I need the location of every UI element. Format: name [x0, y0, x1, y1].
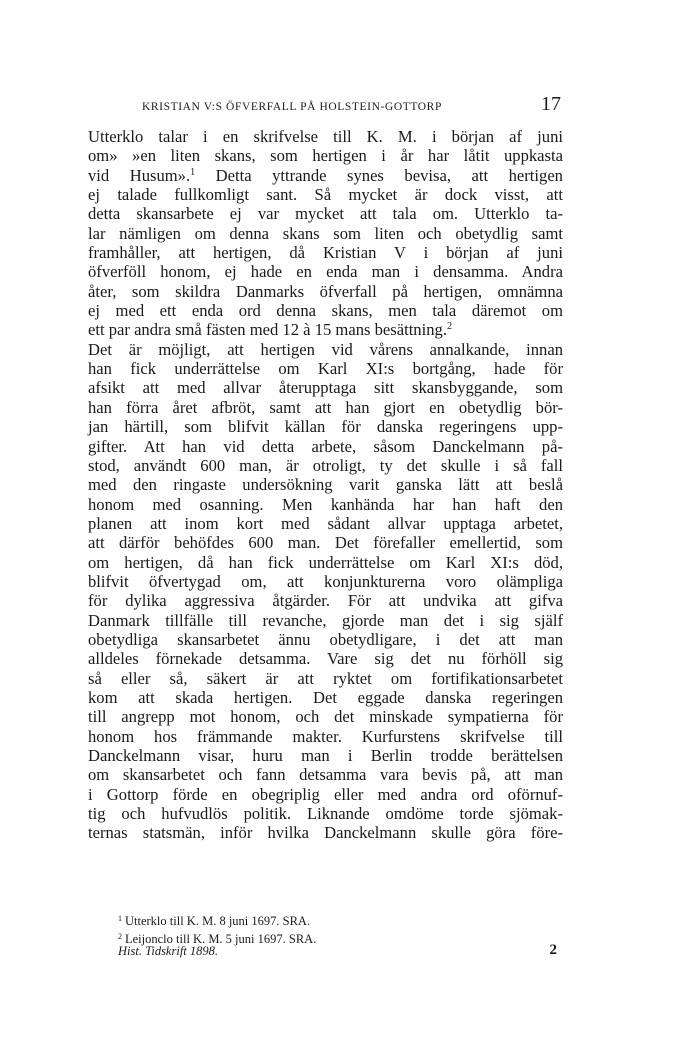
running-title: KRISTIAN V:S ÖFVERFALL PÅ HOLSTEIN-GOTTORP	[142, 101, 442, 113]
text-line: med den ringaste undersökning varit ganska lätt att beslå	[88, 475, 563, 495]
footnote-1	[118, 911, 316, 929]
text-line: öfverföll honom, ej hade en enda man i densamma. Andra	[88, 262, 563, 282]
text-line: blifvit öfvertygad om, att konjunkturerna voro olämpliga	[88, 571, 563, 591]
text-line: stod, användt 600 man, är otroligt, ty det skulle i så fall	[88, 455, 563, 475]
text-line	[88, 166, 563, 185]
page-footer	[118, 944, 557, 962]
text-line: tig och hufvudlös politik. Liknande omdöme torde sjömak-	[88, 804, 563, 824]
footer-journal: Hist. Tidskrift 1898.	[118, 944, 219, 958]
text-line: Utterklo talar i en skrifvelse till K. M. i början af juni	[88, 127, 563, 146]
text-line: framhåller, att hertigen, då Kristian V i början af juni	[88, 243, 563, 263]
footnote-ref-1: 1	[190, 166, 196, 178]
footnote-text: Utterklo till K. M. 8 juni 1697. SRA.	[125, 914, 311, 928]
text-line: obetydliga skansarbetet ännu obetydligare, i det att man	[88, 629, 563, 649]
text-line: om» »en liten skans, som hertigen i år har låtit uppkasta	[88, 146, 563, 166]
text-line: så eller så, säkert är att ryktet om fortifikationsarbetet	[88, 668, 563, 688]
text-line: alldeles förnekade detsamma. Vare sig det nu förhöll sig	[88, 649, 563, 669]
text-line: detta skansarbete ej var mycket att tala om. Utterklo ta-	[88, 204, 563, 224]
text-line: ej med ett enda ord denna skans, men tala däremot om	[88, 301, 563, 321]
text-line	[88, 320, 563, 339]
text-line: jan härtill, som blifvit källan för danska regeringens upp-	[88, 417, 563, 437]
text-line: lar nämligen om denna skans som liten och obetydlig samt	[88, 223, 563, 243]
text-line: Danmark tillfälle till revanche, gjorde man det i sig själf	[88, 610, 563, 630]
text-line: Det är möjligt, att hertigen vid vårens annalkande, innan	[88, 339, 563, 359]
text-line: gifter. Att han vid detta arbete, såsom Danckelmann på-	[88, 436, 563, 456]
text-line: Danckelmann visar, huru man i Berlin trodde berättelsen	[88, 746, 563, 765]
footnote-number: 2	[118, 932, 122, 941]
text-line: ej talade fullkomligt sant. Så mycket är dock visst, att	[88, 185, 563, 205]
text-line: kom att skada hertigen. Det eggade danska regeringen	[88, 687, 563, 707]
body-text	[88, 127, 563, 843]
footnotes	[118, 911, 316, 947]
text-line: om skansarbetet och fann detsamma vara bevis på, att man	[88, 765, 563, 785]
text-line: afsikt att med allvar återupptaga sitt skansbyggande, som	[88, 378, 563, 398]
text-line: till angrepp mot honom, och det minskade sympatierna för	[88, 707, 563, 727]
text-line: i Gottorp förde en obegriplig eller med andra ord oförnuf-	[88, 784, 563, 804]
text-line: för dylika aggressiva åtgärder. För att undvika att gifva	[88, 591, 563, 611]
text-line: ternas statsmän, inför hvilka Danckelmann skulle göra före-	[88, 823, 563, 843]
page-number: 17	[541, 93, 561, 115]
text-line-part: ett par andra små fästen med 12 à 15 mans besättning.	[88, 320, 447, 340]
footer-signature: 2	[549, 942, 557, 958]
text-line: om hertigen, då han fick underrättelse om Karl XI:s död,	[88, 552, 563, 572]
footnote-ref-2: 2	[446, 321, 452, 333]
text-line: honom hos främmande makter. Kurfurstens skrifvelse till	[88, 726, 563, 746]
running-head	[88, 93, 563, 117]
text-line: han fick underrättelse om Karl XI:s bortgång, hade för	[88, 359, 563, 379]
footnote-number: 1	[118, 914, 122, 923]
text-line-part: Detta yttrande synes bevisa, att hertigen	[215, 165, 563, 185]
text-line-part: vid Husum».	[88, 165, 191, 185]
text-line: åter, som skildra Danmarks öfverfall på hertigen, omnämna	[88, 281, 563, 301]
text-line: han förra året afbröt, samt att han gjort en obetydlig bör-	[88, 397, 563, 417]
text-line: planen att inom kort med sådant allvar upptaga arbetet,	[88, 513, 563, 533]
footnote-text: Leijonclo till K. M. 5 juni 1697. SRA.	[125, 932, 317, 946]
text-line: honom med osanning. Men kanhända har han haft den	[88, 494, 563, 514]
text-line: att därför behöfdes 600 man. Det förefaller emellertid, som	[88, 533, 563, 553]
